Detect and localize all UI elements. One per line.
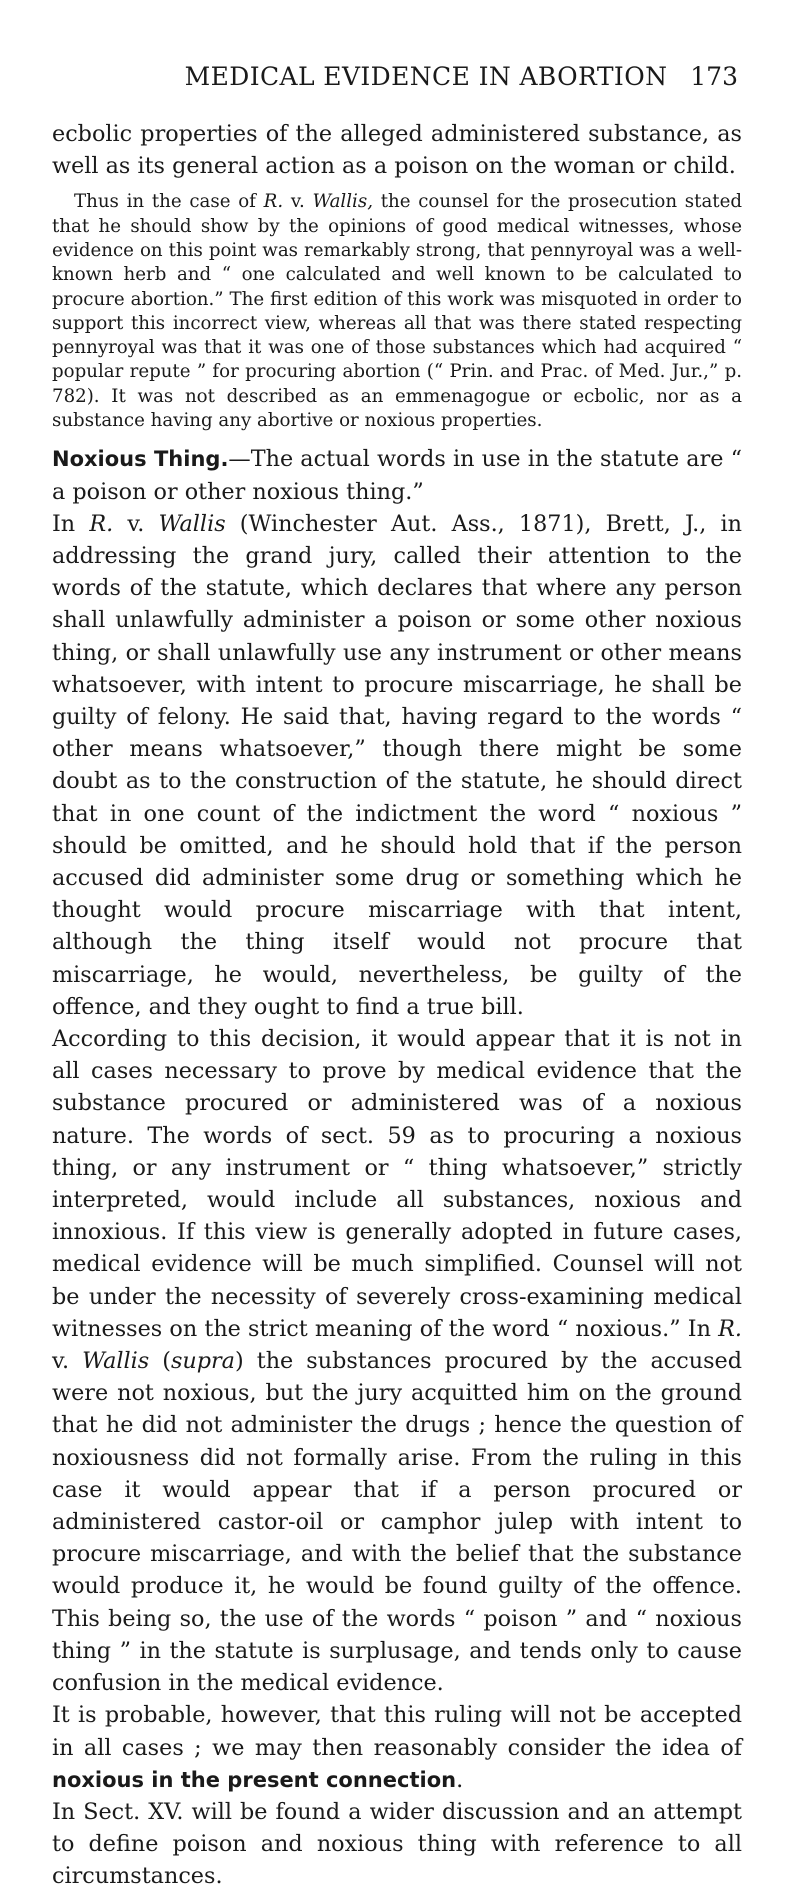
text-run: the counsel for the prosecution stated that he should show by the opinions of good medical witnesses, whose evidence on this point was remarkably strong, that pennyroyal was a well-known herb and “ one calculated and well known to be calculated to procure abortion.” The first edition of this work was misquoted in order to support this incorrect view, whereas all that was there stated respecting pennyroyal was that it was one of those substances which had acquired “ popular repute ” for procuring abortion (“ Prin. and Prac. of Med. Jur.,” p. 782). It was not described as an emmenagogue or ecbolic, nor as a substance having any abortive or noxious properties. — [52, 191, 742, 432]
bold-phrase: noxious in the present connection — [52, 1767, 457, 1792]
paragraph-noxious-thing — [52, 443, 742, 507]
text-run: v. — [283, 191, 313, 213]
text-run: In — [52, 510, 90, 537]
paragraph-according-decision — [52, 1023, 742, 1699]
running-header — [52, 62, 738, 102]
text-run: ) the substances procured by the accused were not noxious, but the jury acquitted him on the ground that he did not administer the drugs ; hence the question of noxiousness did not formally arise. From the ruling in this case it would appear that if a person procured or administered castor-oil or camphor julep with intent to procure miscarriage, and with the belief that the substance would produce it, he would be found guilty of the offence. This being so, the use of the words “ poison ” and “ noxious thing ” in the statute is surplusage, and tends only to cause confusion in the medical evidence. — [52, 1348, 742, 1697]
text-run: ( — [149, 1348, 171, 1375]
text-run: . — [456, 1766, 464, 1793]
text-run: v. — [113, 510, 159, 537]
text-run: It is probable, however, that this ruling will not be accepted in all cases ; we may then reasonably consider the idea of — [52, 1702, 742, 1761]
running-title: MEDICAL EVIDENCE IN ABORTION — [184, 62, 668, 91]
paragraph-sect-xv: In Sect. XV. will be found a wider discussion and an attempt to define poison and noxious thing with reference to all circumstances. — [52, 1798, 742, 1890]
paragraph-wallis-case-small — [52, 190, 742, 433]
case-name-italic: Wallis — [82, 1348, 150, 1375]
case-name-italic: R. — [718, 1315, 742, 1342]
section-heading: Noxious Thing. — [52, 447, 229, 472]
paragraph-brett-ruling — [52, 508, 742, 1023]
paragraph-ecbolic: ecbolic properties of the alleged administered substance, as well as its general action as a poison on the woman or child. — [52, 121, 742, 180]
text-run: (Winchester Aut. Ass., 1871), Brett, J., in addressing the grand jury, called their attention to the words of the statute, which declares that where any person shall unlawfully administer a poison or some other noxious thing, or shall unlawfully use any instrument or other means whatsoever, with intent to procure miscarriage, he shall be guilty of felony. He said that, having regard to the words “ other means whatsoever,” though there might be some doubt as to the construction of the statute, he should direct that in one count of the indictment the word “ noxious ” should be omitted, and he should hold that if the person accused did administer some drug or something which he thought would procure miscarriage with that intent, although the thing itself would not procure that miscarriage, he would, nevertheless, be guilty of the offence, and they ought to find a true bill. — [52, 510, 742, 1020]
paragraph-probable — [52, 1699, 742, 1796]
text-run: Thus in the case of — [74, 191, 264, 213]
case-name-italic: R. — [89, 510, 114, 537]
supra-italic: supra — [170, 1348, 235, 1375]
case-name-italic: Wallis, — [312, 191, 373, 213]
text-run: —The actual words in use in the statute are “ a poison or other noxious thing.” — [52, 446, 742, 505]
case-name-italic: Wallis — [158, 510, 226, 537]
case-name-italic: R. — [263, 191, 284, 213]
text-run: v. — [52, 1348, 83, 1375]
text-run: According to this decision, it would appear that it is not in all cases necessary to prove by medical evidence that the substance procured or administered was of a noxious nature. The words of sect. 59 as to procuring a noxious thing, or any instrument or “ thing whatsoever,” strictly interpreted, would include all substances, noxious and innoxious. If this view is generally adopted in future cases, medical evidence will be much simplified. Counsel will not be under the necessity of severely cross-examining medical witnesses on the strict meaning of the word “ noxious.” In — [52, 1026, 742, 1342]
body-text — [52, 118, 742, 1893]
page-number: 173 — [690, 62, 738, 91]
